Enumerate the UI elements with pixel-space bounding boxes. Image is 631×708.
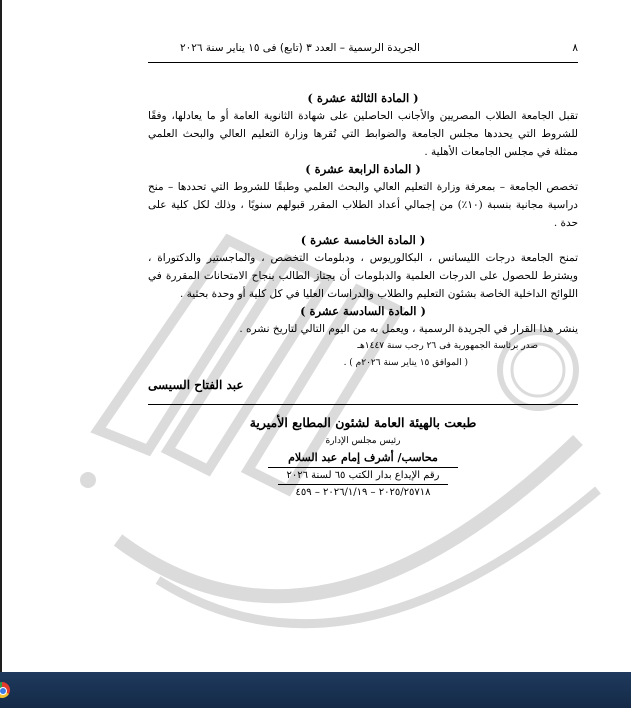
article-14-title: ( المادة الرابعة عشرة ) (305, 162, 421, 176)
page-number: ٨ (572, 42, 578, 54)
article-16-title: ( المادة السادسة عشرة ) (300, 304, 426, 318)
publisher-main: طبعت بالهيئة العامة لشئون المطابع الأميرية (249, 415, 477, 430)
publisher-board: رئيس مجلس الإدارة (325, 436, 401, 446)
article-16-body: ينشر هذا القرار في الجريدة الرسمية ، ويعمل به من اليوم التالي لتاريخ نشره . (239, 323, 578, 335)
article-15-title: ( المادة الخامسة عشرة ) (300, 233, 426, 247)
article-14-body: تخصص الجامعة – بمعرفة وزارة التعليم العالي والبحث العلمي وطبقًا للشروط التي تحددها – منح دراسية مجانية بنسبة (١٠٪) من إجمالي أعداد الطلاب المقرر قبولهم سنويًا ، وذلك لكل كلية على حدة . (148, 181, 578, 229)
page-content (148, 90, 578, 501)
article-15-body: تمنح الجامعة درجات الليسانس ، البكالوريوس ، ودبلومات التخصص ، والماجستير والدكتوراة ، ويشترط للحصول على الدرجات العلمية والدبلومات أن يجتاز الطالب بنجاح الامتحانات المقررة في اللوائح الداخلية الخاصة بشئون التعليم والطلاب والدراسات العليا في كل كلية أو وحدة بحثية . (148, 252, 578, 300)
issued-line-2: ( الموافق ١٥ يناير سنة ٢٠٢٦م ) . (343, 358, 468, 368)
header-text: الجريدة الرسمية – العدد ٣ (تابع) فى ١٥ يناير سنة ٢٠٢٦ (180, 42, 420, 54)
article-13-body: تقبل الجامعة الطلاب المصريين والأجانب الحاصلين على شهادة الثانوية العامة أو ما يعادلها، وفقًا للشروط التي يحددها مجلس الجامعة والضوابط التي تُقرها وزارة التعليم العالي والبحث العلمي ممثلة في مجلس الجامعات الأهلية . (148, 110, 578, 158)
page-header (148, 42, 578, 63)
signature: عبد الفتاح السيسى (148, 378, 244, 392)
deposit-serial: ٢٠٢٥/٢٥٧١٨ – ٢٠٢٦/١/١٩ – ٤٥٩ (148, 484, 578, 501)
footer-divider (148, 404, 578, 405)
deposit-number: رقم الإيداع بدار الكتب ٦٥ لسنة ٢٠٢٦ (148, 467, 578, 484)
issued-line-1: صدر برئاسة الجمهورية فى ٢٦ رجب سنة ١٤٤٧هـ (357, 341, 538, 351)
publisher-name: محاسب/ أشرف إمام عبد السلام (288, 451, 438, 464)
article-13-title: ( المادة الثالثة عشرة ) (307, 91, 419, 105)
taskbar (0, 672, 631, 708)
gazette-page (18, 0, 618, 672)
